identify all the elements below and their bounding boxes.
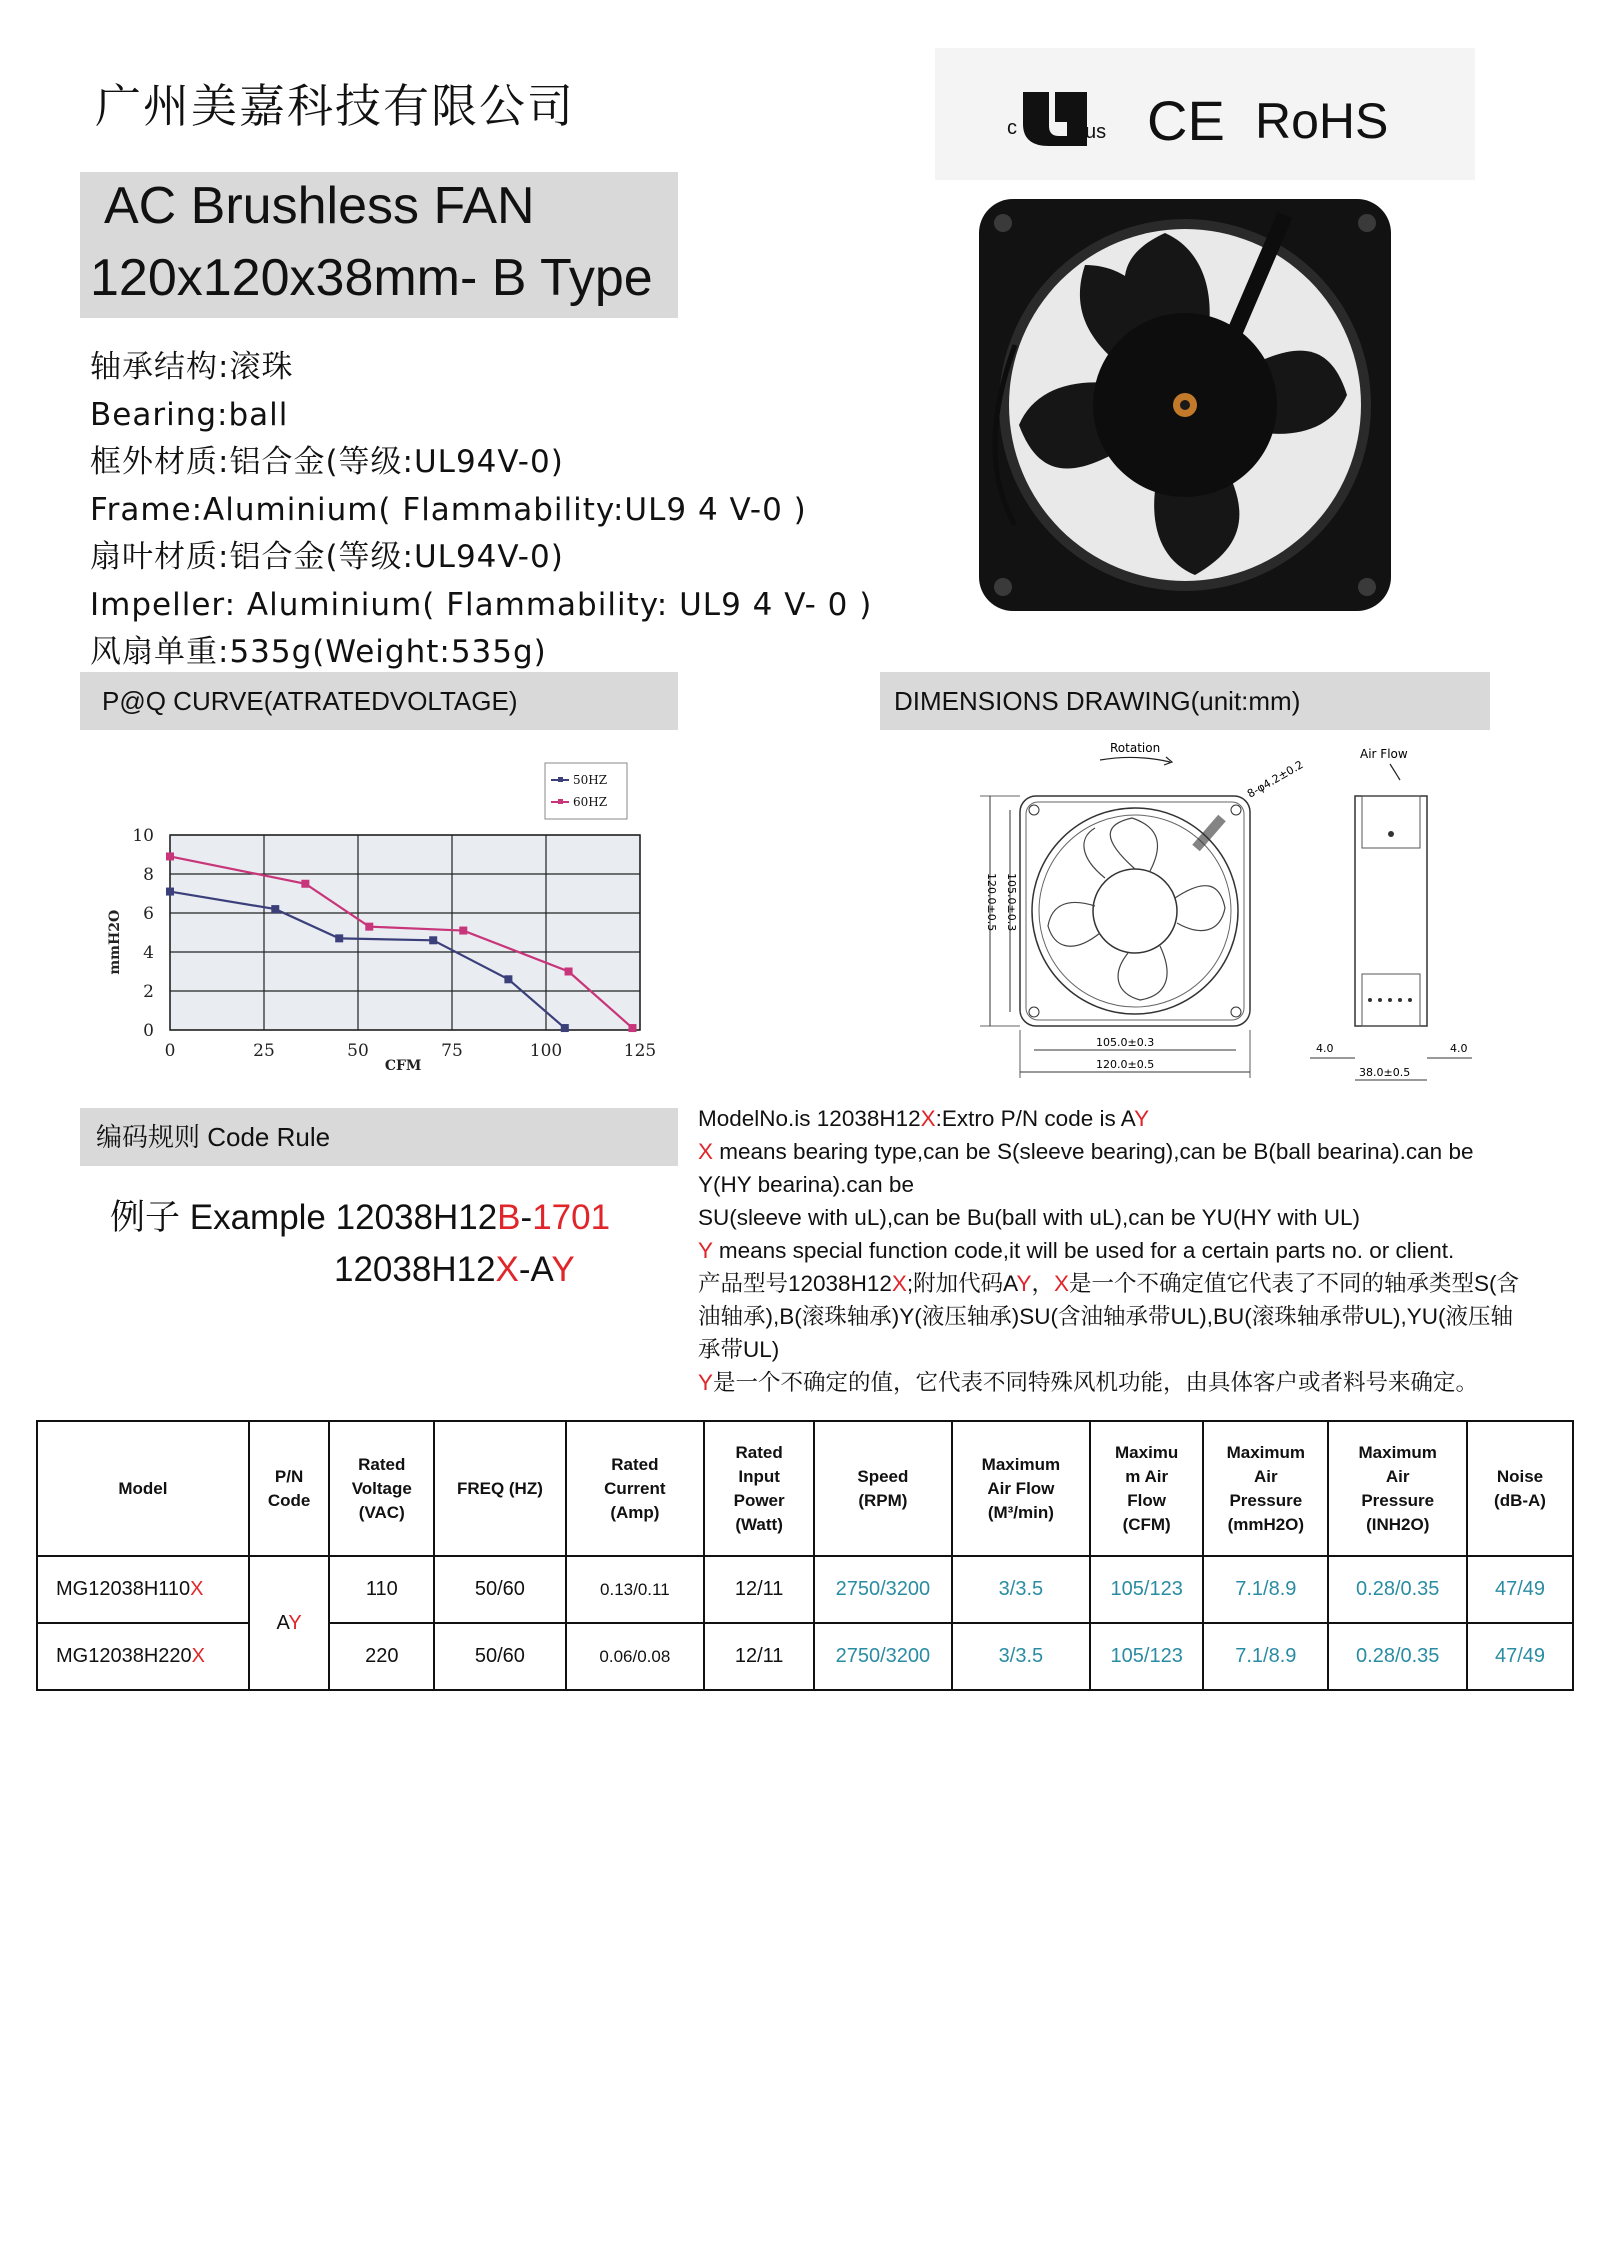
- product-title-line2: 120x120x38mm- B Type: [90, 249, 653, 307]
- model-base: MG12038H220: [56, 1645, 192, 1667]
- pq-chart: [95, 750, 665, 1090]
- data-point-50hz: [561, 1024, 569, 1032]
- cell-noise: 47/49: [1467, 1556, 1573, 1623]
- pq-curve-header: P@Q CURVE(ATRATEDVOLTAGE): [80, 672, 678, 730]
- data-point-60hz: [459, 927, 467, 935]
- ul-us-mark: us: [1085, 121, 1107, 143]
- data-point-60hz: [301, 880, 309, 888]
- data-point-50hz: [166, 888, 174, 896]
- cell-press-mm: 7.1/8.9: [1203, 1556, 1328, 1623]
- th-line: Maximu: [1115, 1442, 1179, 1462]
- th-line: P/N: [274, 1466, 304, 1486]
- height-inner-label: 105.0±0.3: [1005, 873, 1018, 932]
- th-freq: FREQ (HZ): [434, 1421, 565, 1556]
- th-line: Air: [1385, 1466, 1410, 1486]
- rule-y: Y: [698, 1370, 714, 1395]
- certification-marks: [935, 48, 1475, 180]
- th-line: (Amp): [610, 1502, 660, 1522]
- pn-a: A: [276, 1611, 289, 1634]
- y-tick-label: 10: [132, 826, 154, 846]
- cell-current: 0.13/0.11: [566, 1556, 705, 1623]
- table-row: [37, 1556, 1573, 1623]
- example-label: 例子 Example: [110, 1198, 336, 1237]
- y-axis-label: mmH2O: [107, 909, 123, 975]
- rule-y: Y: [1016, 1271, 1032, 1296]
- th-flow-m3: [952, 1421, 1091, 1556]
- th-line: Maximum: [1226, 1442, 1306, 1462]
- th-line: (Watt): [735, 1514, 783, 1534]
- rule-x: X: [698, 1139, 714, 1164]
- dimensions-drawing: [900, 738, 1500, 1093]
- th-line: Pressure: [1229, 1490, 1303, 1510]
- rule-text: 是一个不确定值它代表了不同的轴承类型S(含: [1069, 1271, 1520, 1296]
- rule-text: ，: [1031, 1271, 1054, 1296]
- y-tick-label: 6: [143, 904, 154, 924]
- rule-line-3: Y(HY bearina).can be: [698, 1172, 914, 1197]
- data-point-60hz: [166, 852, 174, 860]
- air-flow-label: Air Flow: [1360, 747, 1408, 761]
- rule-y: Y: [1134, 1106, 1150, 1131]
- th-line: Current: [604, 1478, 666, 1498]
- example-code1-dash: -: [520, 1198, 533, 1237]
- rule-text: ModelNo.is 12038H12: [698, 1106, 921, 1131]
- cell-freq: 50/60: [434, 1556, 565, 1623]
- fan-side-outline: [1355, 796, 1427, 1026]
- rule-text: means special function code,it will be used for a certain parts no. or client.: [712, 1238, 1455, 1263]
- th-power: [704, 1421, 814, 1556]
- example-code1-base: 12038H12: [335, 1198, 498, 1237]
- th-noise: [1467, 1421, 1573, 1556]
- product-title-line1: AC Brushless FAN: [104, 177, 535, 235]
- th-line: Pressure: [1361, 1490, 1435, 1510]
- x-tick-label: 75: [441, 1041, 463, 1061]
- rule-line-7: 油轴承),B(滚珠轴承)Y(液压轴承)SU(含油轴承带UL),BU(滚珠轴承带UL),YU(液压轴: [698, 1304, 1513, 1329]
- rule-line-9: [698, 1366, 1578, 1399]
- rule-text: ;附加代码A: [906, 1271, 1017, 1296]
- cell-current: 0.06/0.08: [566, 1623, 705, 1690]
- th-line: Rated: [358, 1454, 406, 1474]
- spec-impeller-cn: 扇叶材质:铝合金(等级:UL94V-0): [90, 539, 564, 575]
- th-line: Rated: [735, 1442, 783, 1462]
- th-line: Air Flow: [987, 1478, 1055, 1498]
- spec-list: [90, 344, 872, 677]
- fan-photo: [975, 195, 1395, 615]
- rule-line-8: 承带UL): [698, 1337, 780, 1362]
- cell-speed: 2750/3200: [814, 1556, 952, 1623]
- side-right-label: 4.0: [1450, 1042, 1468, 1055]
- data-point-50hz: [271, 905, 279, 913]
- th-line: Maximum: [981, 1454, 1061, 1474]
- depth-label: 38.0±0.5: [1359, 1066, 1411, 1079]
- data-point-50hz: [335, 934, 343, 942]
- cell-flow-m3: 3/3.5: [952, 1556, 1091, 1623]
- th-line: Flow: [1127, 1490, 1167, 1510]
- th-line: (CFM): [1122, 1514, 1171, 1534]
- rule-line-1: [698, 1102, 1578, 1135]
- rotation-label: Rotation: [1110, 741, 1161, 755]
- ul-c-mark: c: [1007, 117, 1017, 139]
- th-line: m Air: [1125, 1466, 1169, 1486]
- holes-label: 8-φ4.2±0.2: [1245, 758, 1306, 801]
- rule-line-4: SU(sleeve with uL),can be Bu(ball with uL),can be YU(HY with UL): [698, 1205, 1360, 1230]
- side-left-label: 4.0: [1316, 1042, 1334, 1055]
- th-line: Voltage: [351, 1478, 412, 1498]
- cell-speed: 2750/3200: [814, 1623, 952, 1690]
- th-line: Noise: [1496, 1466, 1544, 1486]
- code-rule-header: 编码规则 Code Rule: [80, 1108, 678, 1166]
- dimensions-header: DIMENSIONS DRAWING(unit:mm): [880, 672, 1490, 730]
- th-line: Input: [738, 1466, 780, 1486]
- table-header-row: [37, 1421, 1573, 1556]
- th-current: [566, 1421, 705, 1556]
- example-code2-base: 12038H12: [334, 1250, 496, 1289]
- rule-line-5: [698, 1234, 1578, 1267]
- th-line: Code: [267, 1490, 311, 1510]
- rule-text: means bearing type,can be S(sleeve bearing),can be B(ball bearina).can be: [713, 1139, 1474, 1164]
- rule-y: Y: [698, 1238, 713, 1263]
- legend-60hz-label: 60HZ: [573, 795, 608, 809]
- product-title-box: [80, 172, 678, 318]
- width-inner-label: 105.0±0.3: [1096, 1036, 1155, 1049]
- th-line: Power: [733, 1490, 785, 1510]
- code-rule-text: [698, 1102, 1578, 1399]
- th-model: Model: [37, 1421, 249, 1556]
- code-example: [110, 1192, 610, 1296]
- cell-noise: 47/49: [1467, 1623, 1573, 1690]
- data-point-50hz: [429, 936, 437, 944]
- y-tick-label: 4: [143, 943, 154, 963]
- ce-mark: CE: [1147, 89, 1225, 152]
- legend-50hz-marker: [558, 777, 563, 782]
- th-pn: [249, 1421, 329, 1556]
- spec-weight: 风扇单重:535g(Weight:535g): [90, 634, 547, 670]
- width-outer-label: 120.0±0.5: [1096, 1058, 1155, 1071]
- th-line: Maximum: [1358, 1442, 1437, 1462]
- model-x: X: [190, 1578, 204, 1600]
- th-line: Air: [1254, 1466, 1278, 1486]
- legend-60hz-marker: [558, 799, 563, 804]
- th-line: Speed: [857, 1466, 909, 1486]
- th-press-mm: [1203, 1421, 1328, 1556]
- model-base: MG12038H110: [56, 1578, 191, 1600]
- model-x: X: [191, 1645, 205, 1667]
- data-point-60hz: [628, 1024, 636, 1032]
- x-tick-label: 25: [253, 1041, 275, 1061]
- certification-logos: [935, 48, 1475, 180]
- x-tick-label: 0: [164, 1041, 176, 1061]
- th-speed: [814, 1421, 952, 1556]
- example-code1-x: B: [497, 1198, 521, 1237]
- cell-voltage: 220: [329, 1623, 434, 1690]
- cell-press-in: 0.28/0.35: [1328, 1623, 1467, 1690]
- pq-chart-svg: [95, 750, 665, 1090]
- example-code2-x: X: [495, 1250, 519, 1289]
- x-axis-label: CFM: [384, 1058, 422, 1074]
- spec-frame-cn: 框外材质:铝合金(等级:UL94V-0): [90, 444, 564, 480]
- spec-table: [36, 1420, 1574, 1691]
- chart-legend: [545, 763, 627, 819]
- x-tick-label: 100: [529, 1041, 563, 1061]
- fan-illustration: [975, 195, 1395, 615]
- spec-bearing-en: Bearing:ball: [90, 396, 289, 433]
- th-line: Rated: [611, 1454, 659, 1474]
- cell-press-mm: 7.1/8.9: [1203, 1623, 1328, 1690]
- x-tick-label: 50: [347, 1041, 369, 1061]
- example-line-2: [110, 1244, 610, 1296]
- cell-model: [37, 1556, 249, 1623]
- rule-x: X: [1053, 1271, 1069, 1296]
- rule-line-2: [698, 1135, 1578, 1168]
- example-code2-y: Y: [551, 1250, 575, 1289]
- th-line: (dB-A): [1494, 1490, 1546, 1510]
- spec-bearing-cn: 轴承结构:滚珠: [90, 349, 294, 385]
- cell-model: [37, 1623, 249, 1690]
- th-line: (RPM): [858, 1490, 908, 1510]
- cell-flow-cfm: 105/123: [1090, 1556, 1203, 1623]
- example-line-1: [110, 1192, 610, 1244]
- y-tick-label: 2: [143, 982, 154, 1002]
- rule-text: :Extro P/N code is A: [935, 1106, 1135, 1131]
- cell-voltage: 110: [329, 1556, 434, 1623]
- th-line: (INH2O): [1366, 1514, 1430, 1534]
- company-name: 广州美嘉科技有限公司: [95, 79, 575, 133]
- y-tick-label: 8: [143, 865, 154, 885]
- rule-line-6: [698, 1267, 1578, 1300]
- legend-50hz-label: 50HZ: [573, 773, 608, 787]
- rule-x: X: [891, 1271, 907, 1296]
- cell-pn-code: [249, 1556, 329, 1690]
- spec-frame-en: Frame:Aluminium( Flammability:UL9 4 V-0 ): [90, 491, 807, 528]
- cell-flow-m3: 3/3.5: [952, 1623, 1091, 1690]
- ul-logo-icon-bar: [1055, 92, 1069, 122]
- cell-power: 12/11: [704, 1623, 814, 1690]
- rohs-mark: RoHS: [1255, 93, 1389, 149]
- th-line: (VAC): [358, 1502, 405, 1522]
- plot-area: [170, 835, 640, 1030]
- y-tick-label: 0: [143, 1021, 154, 1041]
- spec-impeller-en: Impeller: Aluminium( Flammability: UL9 4 V- 0 ): [90, 586, 873, 623]
- example-code2-dash: -A: [518, 1250, 552, 1289]
- data-point-50hz: [504, 975, 512, 983]
- rule-x: X: [920, 1106, 936, 1131]
- pn-y: Y: [288, 1611, 302, 1634]
- data-point-60hz: [365, 923, 373, 931]
- th-line: (M³/min): [987, 1502, 1054, 1522]
- rule-text: 产品型号12038H12: [698, 1271, 892, 1296]
- x-tick-label: 125: [623, 1041, 657, 1061]
- th-press-in: [1328, 1421, 1467, 1556]
- th-line: (mmH2O): [1227, 1514, 1305, 1534]
- th-voltage: [329, 1421, 434, 1556]
- th-flow-cfm: [1090, 1421, 1203, 1556]
- example-code1-y: 1701: [532, 1198, 611, 1237]
- cell-flow-cfm: 105/123: [1090, 1623, 1203, 1690]
- rule-text: 是一个不确定的值，它代表不同特殊风机功能，由具体客户或者料号来确定。: [713, 1370, 1479, 1395]
- data-point-60hz: [565, 968, 573, 976]
- height-outer-label: 120.0±0.5: [985, 873, 998, 932]
- cell-freq: 50/60: [434, 1623, 565, 1690]
- dimensions-svg: [900, 738, 1500, 1093]
- cell-press-in: 0.28/0.35: [1328, 1556, 1467, 1623]
- cell-power: 12/11: [704, 1556, 814, 1623]
